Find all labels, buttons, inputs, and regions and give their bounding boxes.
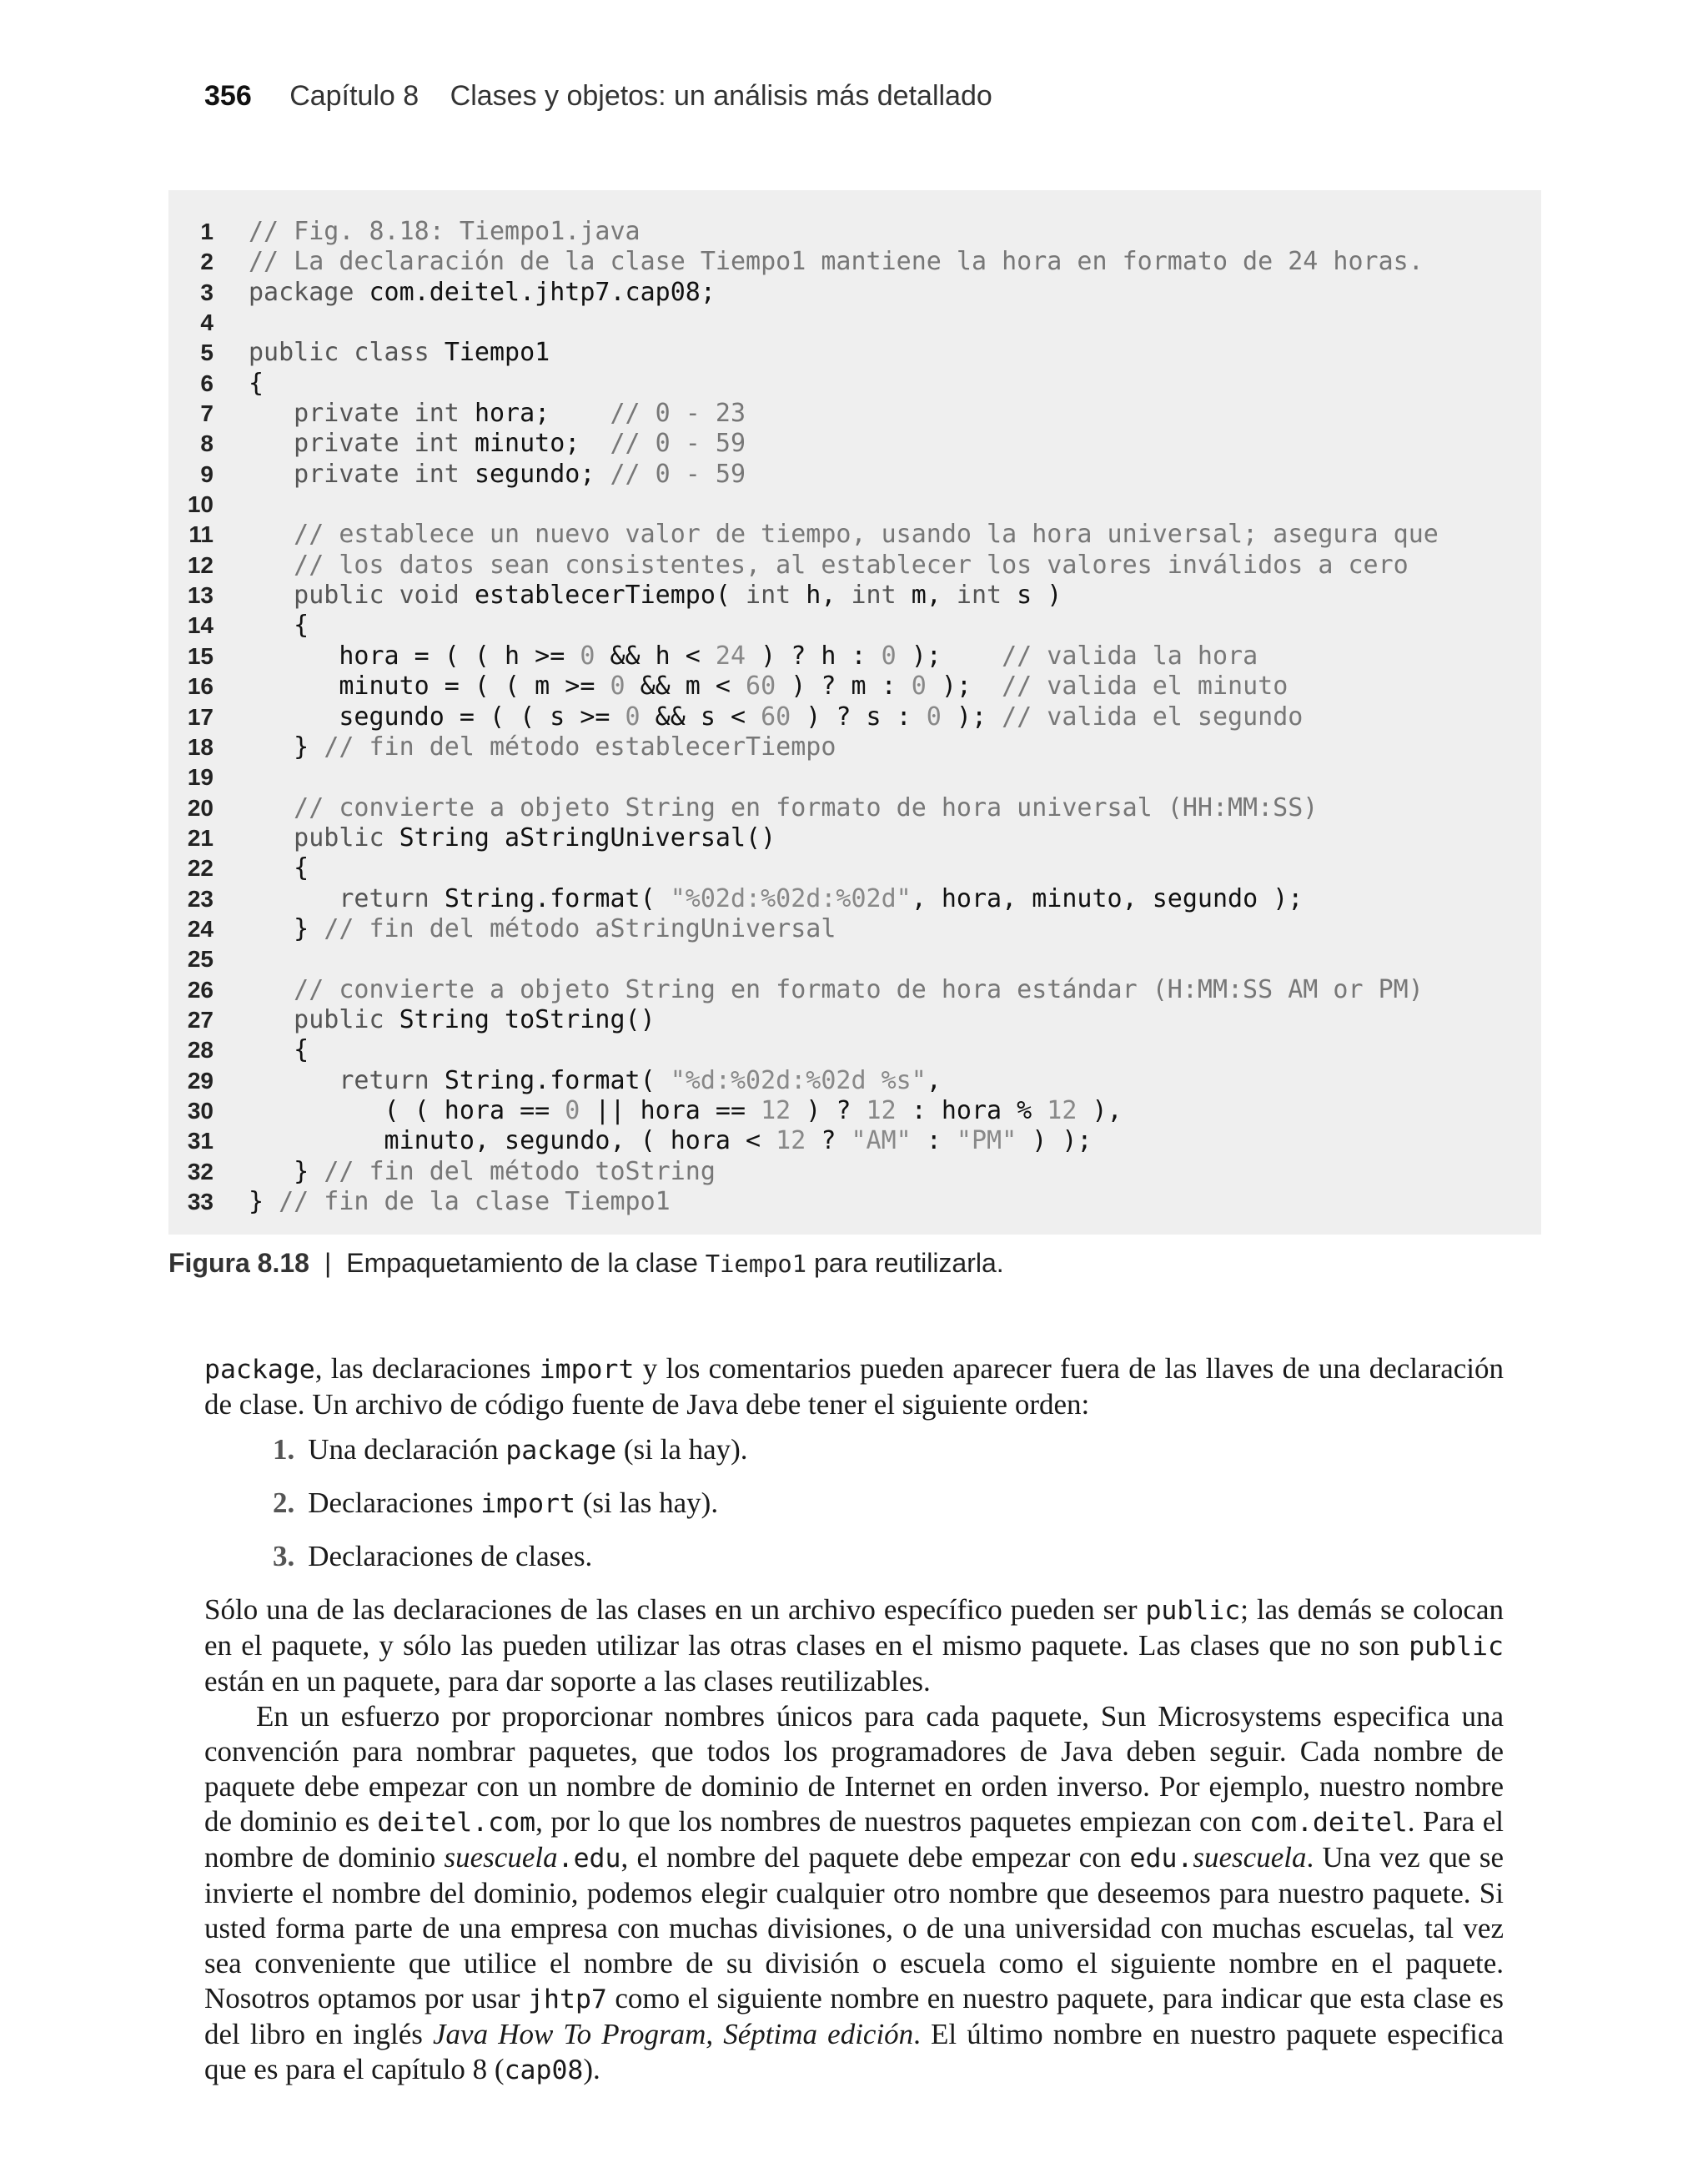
code-comment: // 0 - 59 [610,459,746,489]
line-number: 5 [200,340,214,366]
code-text [249,672,1288,702]
code-token: } [249,732,324,762]
code-text [249,551,1409,581]
text: , las declaraciones [314,1352,540,1385]
code-literal: 12 [761,1095,791,1125]
line-number: 8 [200,430,214,457]
code-token: } [249,1156,324,1186]
code-token: { [249,368,264,398]
chapter-title: Clases y objetos: un análisis más detallado [450,80,992,112]
code-text [249,641,1258,672]
line-number: 24 [187,915,214,942]
chapter-label: Capítulo 8 [289,80,419,112]
inline-code: .edu [557,1844,621,1874]
code-token: } [249,913,324,943]
code-text [249,823,776,853]
code-token: ) ); [1017,1126,1093,1156]
text: están en un paquete, para dar soporte a las clases reutilizables. [204,1665,931,1698]
code-text [249,581,1062,611]
list-item [273,1539,1504,1575]
line-number: 14 [187,612,214,639]
text: . El último nombre en nuestro paquete especifica que es para el capítulo 8 ( [204,2018,1504,2085]
code-token: com.deitel.jhtp7.cap08; [369,277,716,307]
code-text [249,853,309,883]
code-token: segundo = ( ( s >= [249,702,625,732]
code-token: ) ? h : [746,641,882,671]
code-comment: // fin de la clase Tiempo1 [279,1187,671,1216]
caption-text: Empaquetamiento de la clase [346,1248,706,1278]
code-literal: 12 [1047,1095,1078,1125]
list-number: 3. [273,1540,295,1572]
text: Declaraciones de clases. [308,1540,593,1572]
code-comment: // los datos sean consistentes, al establecer los valores inválidos a cero [249,550,1409,580]
code-comment: // valida el segundo [1002,702,1304,732]
line-number: 18 [187,733,214,760]
line-number: 6 [200,370,214,396]
code-token: h, [806,581,851,611]
code-literal: 0 [881,641,897,671]
caption-separator: | [324,1248,332,1278]
inline-code: package [204,1355,315,1385]
code-text [249,338,550,368]
code-comment: // valida el minuto [1002,672,1289,702]
code-literal: 12 [866,1095,897,1125]
code-keyword: public class [249,338,445,368]
italic-text: suescuela [444,1841,558,1874]
code-text [249,1005,656,1035]
line-number: 15 [187,642,214,669]
line-number: 10 [187,491,214,518]
line-number: 30 [187,1097,214,1124]
code-text [249,520,1439,550]
code-literal: 0 [610,672,625,702]
code-token: String toString() [399,1004,656,1034]
page-number: 356 [204,80,252,112]
inline-code: import [539,1355,635,1385]
code-token: hora = ( ( h >= [249,641,580,671]
caption-code: Tiempo1 [705,1250,807,1278]
code-comment: // Fig. 8.18: Tiempo1.java [249,217,640,246]
inline-code: package [505,1436,617,1466]
code-text [249,278,716,308]
text: como el siguiente nombre en nuestro paquete, para indicar que esta clase es del libro en inglés [204,1982,1504,2050]
code-text [249,1096,1123,1126]
code-token: : hora % [896,1095,1047,1125]
code-text [249,369,264,399]
code-literal: 24 [715,641,746,671]
line-number: 4 [200,309,214,336]
code-text [249,884,1303,914]
inline-code: import [480,1489,576,1519]
inline-code: com.deitel [1249,1808,1408,1838]
code-token: { [249,1035,309,1065]
code-token: ( ( hora == [249,1095,565,1125]
code-keyword: private int [249,429,475,459]
code-keyword: public [249,822,399,853]
code-text [249,1157,716,1187]
code-text [249,1187,671,1217]
code-token: minuto; [474,429,610,459]
paragraph-1 [204,1351,1504,1422]
code-text [249,460,746,490]
inline-code: public [1145,1596,1241,1626]
code-comment: // convierte a objeto String en formato de hora estándar (H:MM:SS AM or PM) [249,974,1424,1004]
code-token: String.format( [444,1065,671,1095]
code-text [249,429,746,459]
text: ; las demás se colocan en el paquete, y sólo las pueden utilizar las otras clases en el mismo paquete. Las clases que no son [204,1593,1504,1662]
code-token: ); [941,702,1002,732]
code-text [249,732,836,762]
code-comment: // La declaración de la clase Tiempo1 mantiene la hora en formato de 24 horas. [249,247,1424,277]
code-literal: "PM" [956,1126,1017,1156]
code-text [249,247,1424,277]
code-text [249,1126,1092,1156]
text: ). [583,2053,600,2085]
line-number: 23 [187,885,214,912]
line-number: 16 [187,673,214,700]
code-text [249,217,640,247]
line-number: 28 [187,1037,214,1064]
code-token: || hora == [580,1095,761,1125]
code-comment: // fin del método toString [324,1156,716,1186]
code-token: ) ? m : [776,672,912,702]
list-number: 1. [273,1433,295,1466]
code-token: m, [911,581,957,611]
italic-text: suescuela [1193,1841,1307,1874]
code-token: minuto, segundo, ( hora < [249,1126,776,1156]
text: Una declaración [308,1433,506,1466]
code-literal: 0 [580,641,595,671]
code-token: , hora, minuto, segundo ); [911,883,1304,913]
line-number: 32 [187,1158,214,1185]
code-token: String.format( [444,883,671,913]
text: Sólo una de las declaraciones de las clases en un archivo específico pueden ser [204,1593,1146,1626]
line-number: 9 [200,460,214,487]
inline-code: deitel.com [377,1808,536,1838]
line-number: 19 [187,764,214,791]
inline-code: cap08 [504,2055,584,2085]
code-literal: "AM" [851,1126,912,1156]
code-comment: // establece un nuevo valor de tiempo, usando la hora universal; asegura que [249,520,1439,550]
list-item [273,1432,1504,1468]
text: . Una vez que se invierte el nombre del dominio, podemos elegir cualquier otro nombre que deseemos para nuestro paquete. Si usted forma parte de una empresa con muchas divisiones, o de una universidad con muchas escuelas, tal vez sea conveniente que utilice el nombre de su división o escuela como el siguiente nombre en el paquete. Nosotros optamos por usar [204,1841,1504,2015]
line-number: 11 [188,521,214,548]
code-keyword: private int [249,459,475,489]
body-text [204,1351,1504,2088]
text: Declaraciones [308,1486,481,1519]
line-number: 27 [187,1006,214,1033]
code-literal: 12 [776,1126,806,1156]
code-literal: 0 [565,1095,580,1125]
line-number: 3 [200,279,214,305]
paragraph-2 [204,1592,1504,1699]
code-literal: 60 [761,702,791,732]
text: (si las hay). [575,1486,719,1519]
code-token: && h < [595,641,716,671]
code-keyword: public [249,1004,399,1034]
line-number: 12 [187,551,214,578]
code-token: segundo; [474,459,610,489]
code-keyword: int [956,581,1017,611]
code-token: s ) [1017,581,1062,611]
code-token: ); [926,672,1002,702]
code-literal: 0 [926,702,942,732]
line-number: 33 [187,1189,214,1215]
code-text [249,975,1424,1005]
code-token: : [911,1126,957,1156]
code-comment: // fin del método aStringUniversal [324,913,836,943]
code-token: ) ? [791,1095,867,1125]
code-literal: 0 [911,672,927,702]
code-text [249,793,1318,823]
code-literal: "%d:%02d:%02d %s" [670,1065,927,1095]
inline-code: edu. [1129,1844,1193,1874]
text: (si la hay). [616,1433,748,1466]
code-text [249,399,746,429]
line-number: 25 [187,946,214,973]
list-number: 2. [273,1486,295,1519]
code-token: && m < [625,672,746,702]
code-token: { [249,611,309,641]
code-token: , [926,1065,942,1095]
code-token: ? [806,1126,851,1156]
text: , por lo que los nombres de nuestros paquetes empiezan con [535,1805,1250,1838]
line-number: 22 [187,855,214,882]
code-comment: // 0 - 23 [610,399,746,429]
inline-code: public [1409,1632,1504,1662]
code-keyword: package [249,277,369,307]
code-token: String aStringUniversal() [399,822,776,853]
code-text [249,1066,942,1096]
code-token: Tiempo1 [444,338,550,368]
code-comment: // valida la hora [1002,641,1258,671]
paragraph-3 [204,1699,1504,2088]
code-keyword: private int [249,399,475,429]
line-number: 26 [187,976,214,1003]
text: , el nombre del paquete debe empezar con [620,1841,1130,1874]
code-text [249,611,309,641]
line-number: 20 [187,794,214,821]
code-token: establecerTiempo( [474,581,746,611]
line-number: 1 [200,219,214,244]
line-number: 21 [187,824,214,851]
code-token: } [249,1187,279,1216]
order-list [204,1432,1504,1575]
code-token: minuto = ( ( m >= [249,672,610,702]
line-number: 31 [187,1128,214,1154]
code-token: hora; [474,399,610,429]
running-header [204,80,992,113]
line-number: 29 [187,1067,214,1094]
code-keyword: public void [249,581,475,611]
code-comment: // fin del método establecerTiempo [324,732,836,762]
code-token: ) ? s : [791,702,927,732]
code-keyword: int [851,581,912,611]
text: En un esfuerzo por proporcionar nombres únicos para cada paquete, Sun Microsystems especifica una convención para nombrar paquetes, que todos los programadores de Java deben seguir. Cada nombre de paquete debe empezar con un nombre de dominio de Internet en orden inverso. Por ejemplo, nuestro nombre de dominio es [204,1700,1504,1838]
code-text [249,914,836,944]
code-keyword: return [249,883,445,913]
list-item [273,1486,1504,1522]
line-number: 7 [200,400,214,427]
line-number: 13 [187,582,214,609]
code-token: && s < [640,702,761,732]
caption-text-end: para reutilizarla. [806,1248,1004,1278]
inline-code: jhtp7 [528,1984,607,2015]
figure-label: Figura 8.18 [168,1248,309,1278]
italic-text: Java How To Program, Séptima edición [433,2018,914,2050]
code-literal: "%02d:%02d:%02d" [670,883,912,913]
code-token: ); [896,641,1002,671]
code-keyword: return [249,1065,445,1095]
text: . Para el nombre de dominio [204,1805,1504,1874]
code-literal: 0 [625,702,640,732]
code-listing [168,190,1541,1235]
code-token: { [249,853,309,883]
code-text [249,1035,309,1065]
code-keyword: int [746,581,806,611]
line-number: 17 [187,703,214,730]
figure-caption [168,1248,1004,1279]
line-number: 2 [200,249,214,275]
code-text [249,702,1303,732]
text: y los comentarios pueden aparecer fuera de las llaves de una declaración de clase. Un archivo de código fuente de Java debe tener el siguiente orden: [204,1352,1504,1421]
code-comment: // 0 - 59 [610,429,746,459]
code-comment: // convierte a objeto String en formato de hora universal (HH:MM:SS) [249,792,1319,822]
code-literal: 60 [746,672,776,702]
code-token: ), [1077,1095,1123,1125]
